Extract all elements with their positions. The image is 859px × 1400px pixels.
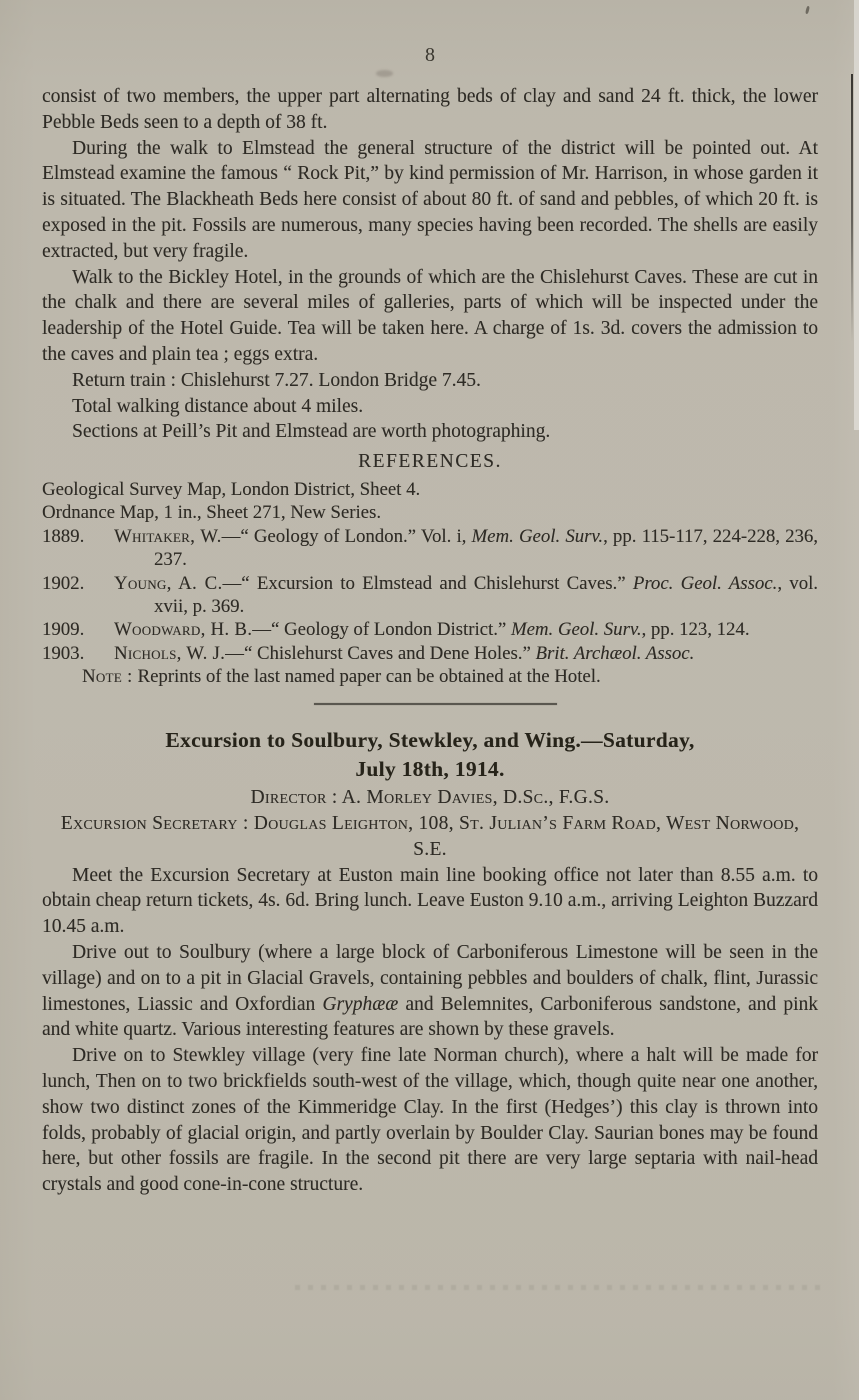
paragraph-bickley-hotel: Walk to the Bickley Hotel, in the grounds of which are the Chislehurst Caves. These are cut in the chalk and there are several miles of galleries, parts of which will be inspected under the leadership of the Hotel Guide. Tea will be taken here. A charge of 1s. 3d. covers the admission to the caves and plain tea ; eggs extra. xyxy=(42,266,818,365)
note-text: Reprints of the last named paper can be obtained at the Hotel. xyxy=(137,666,601,688)
reference-year: 1909. xyxy=(42,619,85,641)
excursion-title-line1: Excursion to Soulbury, Stewkley, and Wing.—Saturday, xyxy=(165,727,695,752)
reference-year: 1903. xyxy=(42,642,85,664)
reference-item-1902 xyxy=(42,572,818,619)
reference-source: Brit. Archæol. Assoc. xyxy=(535,642,695,664)
page-content xyxy=(42,84,818,1198)
reference-geological-survey-map: Geological Survey Map, London District, Sheet 4. xyxy=(42,478,421,500)
reference-pages: , vol. xvii, p. 369. xyxy=(154,572,818,617)
paragraph-soulbury-drive xyxy=(42,940,818,1043)
reference-pages: , pp. 115-117, 224-228, 236, 237. xyxy=(154,525,818,571)
reference-author: Woodward, H. B. xyxy=(114,619,253,641)
excursion-title xyxy=(42,726,818,785)
scan-smudge xyxy=(376,70,393,77)
secretary-line xyxy=(42,811,818,863)
reference-item-1889 xyxy=(42,525,818,572)
excursion-title-line2: July 18th, 1914. xyxy=(355,757,505,782)
references-heading: REFERENCES. xyxy=(358,451,502,473)
reference-ordnance-map: Ordnance Map, 1 in., Sheet 271, New Series. xyxy=(42,502,382,524)
scan-noise-dots xyxy=(295,1285,825,1290)
reference-pages: , pp. 123, 124. xyxy=(641,619,750,641)
scan-edge-highlight xyxy=(854,0,859,430)
soulbury-text-pre: Drive out to Soulbury (where a large block of Carboniferous Limestone will be seen in the village) and on to a pit in Glacial Gravels, containing pebbles and boulders of chalk, flint, Jurassic limestones, Liassic and Oxfordian xyxy=(42,942,818,1015)
scan-speck xyxy=(805,6,810,14)
line-sections-note: Sections at Peill’s Pit and Elmstead are worth photographing. xyxy=(72,421,551,443)
reference-item-1909 xyxy=(42,618,818,641)
line-total-distance: Total walking distance about 4 miles. xyxy=(72,395,364,417)
secretary-label: Excursion Secretary : xyxy=(60,812,254,834)
paragraph-continuation: consist of two members, the upper part alternating beds of clay and sand 24 ft. thick, the lower Pebble Beds seen to a depth of 38 ft. xyxy=(42,86,818,133)
reference-year: 1902. xyxy=(42,572,85,594)
reference-author: Young, A. C. xyxy=(114,572,223,594)
secretary-name: Douglas Leighton, 108, St. Julian’s Farm Road, West Norwood, S.E. xyxy=(253,812,800,860)
reference-title: —“ Chislehurst Caves and Dene Holes.” xyxy=(225,642,536,664)
soulbury-text-post: and Belemnites, Carboniferous sandstone, and pink and white quartz. Various interesting features are shown by these gravels. xyxy=(42,993,818,1041)
reference-title: —“ Excursion to Elmstead and Chislehurst Caves.” xyxy=(222,572,633,594)
reference-source: Mem. Geol. Surv. xyxy=(510,619,642,641)
references-list xyxy=(42,478,818,689)
director-label: Director : xyxy=(250,786,342,808)
director-name: A. Morley Davies, D.Sc., F.G.S. xyxy=(341,786,610,808)
reference-author: Whitaker, W. xyxy=(114,525,222,547)
fossil-genus-italic: Gryphææ xyxy=(322,993,399,1015)
scan-edge-artifact xyxy=(851,74,853,342)
page-number: 8 xyxy=(425,44,435,66)
reference-year: 1889. xyxy=(42,525,85,547)
reference-item-1903 xyxy=(42,642,818,665)
reference-source: Proc. Geol. Assoc. xyxy=(632,572,778,594)
reference-author: Nichols, W. J. xyxy=(114,642,226,664)
reference-title: —“ Geology of London District.” xyxy=(252,619,511,641)
director-line xyxy=(42,785,818,811)
note-label: Note : xyxy=(82,666,138,688)
reference-source: Mem. Geol. Surv. xyxy=(471,525,604,547)
section-divider-rule xyxy=(314,703,557,705)
paragraph-elmstead-walk: During the walk to Elmstead the general structure of the district will be pointed out. At Elmstead examine the famous “ Rock Pit,” by kind permission of Mr. Harrison, in whose garden it is situated. The Blackheath Beds here consist of about 80 ft. of sand and pebbles, of which 20 ft. is exposed in the pit. Fossils are numerous, many species having been recorded. The shells are easily extracted, but very fragile. xyxy=(42,137,818,262)
paragraph-stewkley-drive: Drive on to Stewkley village (very fine late Norman church), where a halt will be made for lunch, Then on to two brickfields south-west of the village, which, though quite near one another, show two distinct zones of the Kimmeridge Clay. In the first (Hedges’) this clay is thrown into folds, probably of glacial origin, and partly overlain by Boulder Clay. Saurian bones may be found here, but other fossils are fragile. In the second pit there are very large septaria with nail-head crystals and good cone-in-cone structure. xyxy=(42,1045,818,1196)
line-return-train: Return train : Chislehurst 7.27. London Bridge 7.45. xyxy=(72,369,481,391)
paragraph-meet-euston: Meet the Excursion Secretary at Euston main line booking office not later than 8.55 a.m. to obtain cheap return tickets, 4s. 6d. Bring lunch. Leave Euston 9.10 a.m., arriving Leighton Buzzard 10.45 a.m. xyxy=(42,864,818,938)
references-note xyxy=(42,665,818,688)
reference-title: —“ Geology of London.” Vol. i, xyxy=(221,525,472,547)
